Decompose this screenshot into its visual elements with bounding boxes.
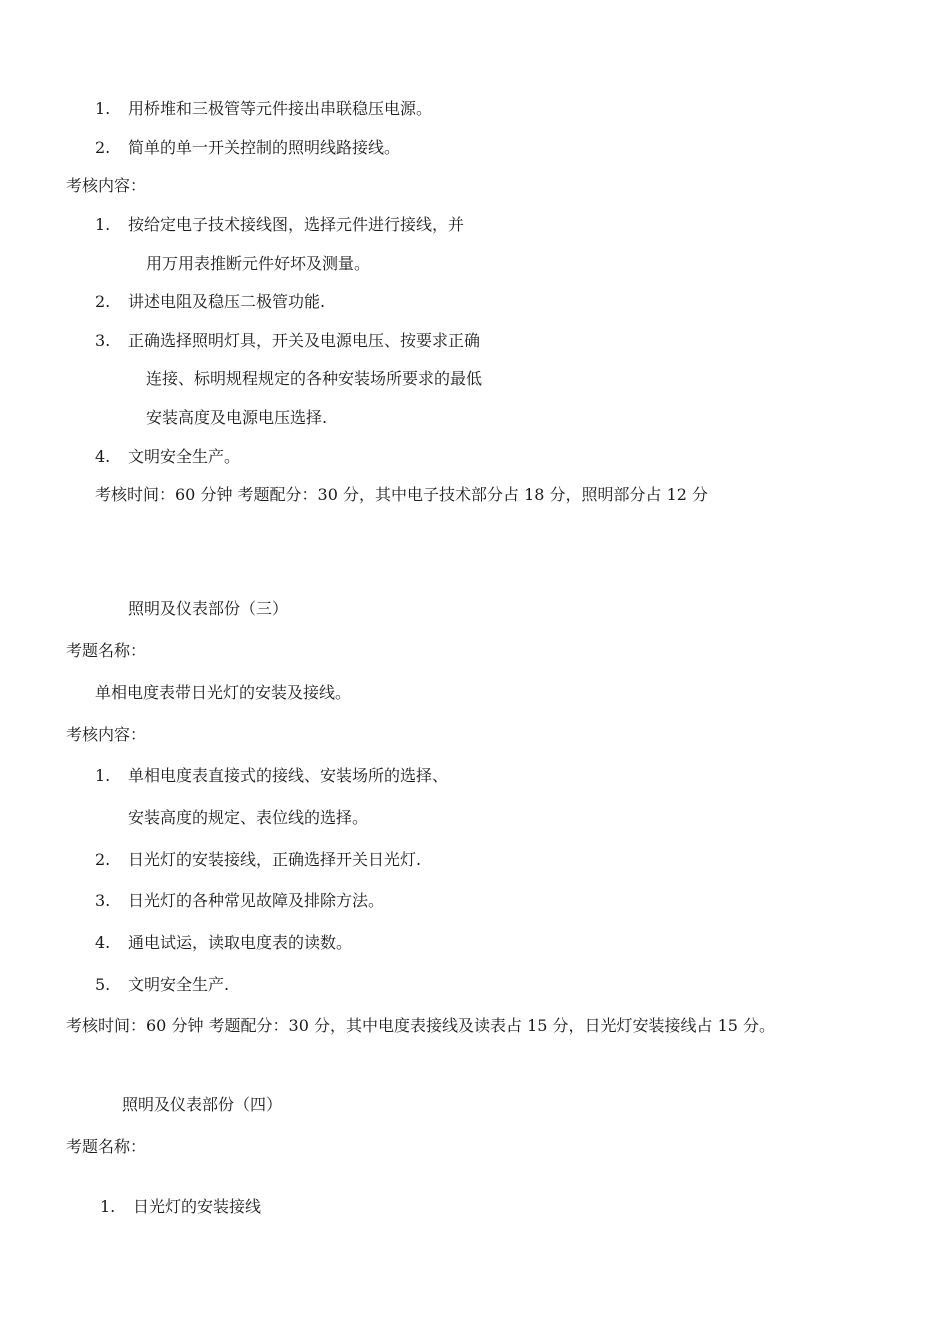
list-item-text: 日光灯的安装接线 xyxy=(133,1197,262,1216)
content-label: 考核内容： xyxy=(66,725,147,744)
list-number: 1. xyxy=(95,215,111,234)
list-item-text: 文明安全生产。 xyxy=(128,447,241,466)
list-item-text: 简单的单一开关控制的照明线路接线。 xyxy=(128,138,401,157)
list-number: 2. xyxy=(95,292,111,311)
list-item-text: 正确选择照明灯具，开关及电源电压、按要求正确 xyxy=(128,331,481,350)
list-item-text: 讲述电阻及稳压二极管功能. xyxy=(128,292,326,311)
list-number: 1. xyxy=(100,1197,116,1216)
name-text: 单相电度表带日光灯的安装及接线。 xyxy=(95,683,352,702)
list-item-text: 用桥堆和三极管等元件接出串联稳压电源。 xyxy=(128,99,433,118)
list-number: 3. xyxy=(95,331,111,350)
list-number: 3. xyxy=(95,891,111,910)
list-number: 2. xyxy=(95,850,111,869)
list-number: 1. xyxy=(95,766,111,785)
list-number: 2. xyxy=(95,138,111,157)
list-item-text: 日光灯的安装接线，正确选择开关日光灯. xyxy=(128,850,422,869)
list-number: 5. xyxy=(95,975,111,994)
section-heading: 照明及仪表部份（四） xyxy=(122,1095,283,1114)
list-number: 4. xyxy=(95,933,111,952)
list-item-text: 文明安全生产. xyxy=(128,975,230,994)
exam-time-line: 考核时间：60 分钟 考题配分：30 分，其中电子技术部分占 18 分，照明部分占 12 分 xyxy=(95,485,709,504)
list-item-continuation: 安装高度的规定、表位线的选择。 xyxy=(128,808,369,827)
list-item-continuation: 安装高度及电源电压选择. xyxy=(146,408,328,427)
list-item-text: 按给定电子技术接线图，选择元件进行接线，并 xyxy=(128,215,465,234)
name-label: 考题名称： xyxy=(66,1137,147,1156)
name-label: 考题名称： xyxy=(66,641,147,660)
list-number: 1. xyxy=(95,99,111,118)
list-item-text: 单相电度表直接式的接线、安装场所的选择、 xyxy=(128,766,449,785)
exam-time-line: 考核时间：60 分钟 考题配分：30 分，其中电度表接线及读表占 15 分，日光灯安装接线占 15 分。 xyxy=(66,1016,776,1035)
list-item-text: 日光灯的各种常见故障及排除方法。 xyxy=(128,891,385,910)
section-heading: 照明及仪表部份（三） xyxy=(128,599,289,618)
content-label: 考核内容： xyxy=(66,176,147,195)
list-number: 4. xyxy=(95,447,111,466)
list-item-text: 通电试运，读取电度表的读数。 xyxy=(128,933,353,952)
list-item-continuation: 连接、标明规程规定的各种安装场所要求的最低 xyxy=(146,369,483,388)
list-item-continuation: 用万用表推断元件好坏及测量。 xyxy=(146,254,371,273)
